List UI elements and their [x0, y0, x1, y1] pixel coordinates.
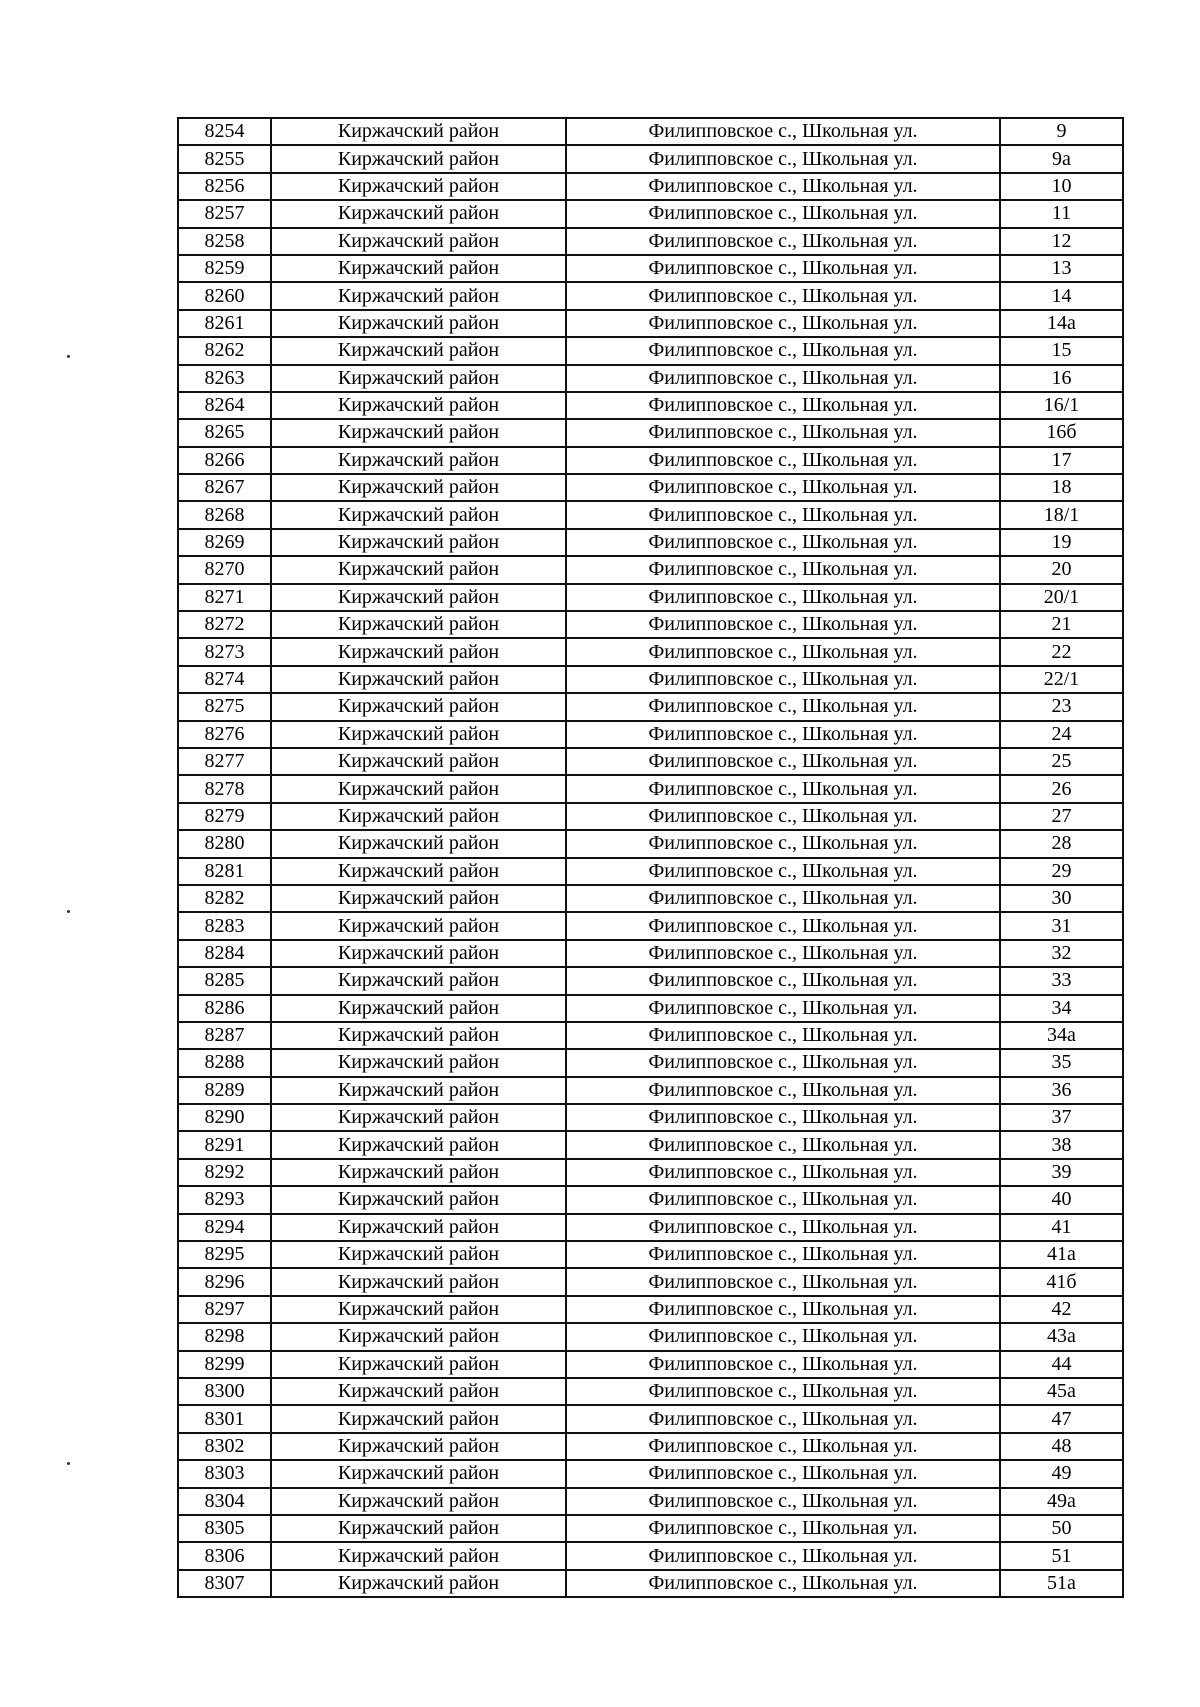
- district-cell: Киржачский район: [271, 1049, 566, 1076]
- street-address-cell: Филипповское с., Школьная ул.: [566, 940, 1000, 967]
- house-number-cell: 17: [1000, 447, 1123, 474]
- street-address-cell: Филипповское с., Школьная ул.: [566, 830, 1000, 857]
- record-number-cell: 8301: [178, 1405, 271, 1432]
- table-row: [178, 501, 1123, 528]
- record-number-cell: 8255: [178, 145, 271, 172]
- district-cell: Киржачский район: [271, 995, 566, 1022]
- house-number-cell: 40: [1000, 1186, 1123, 1213]
- street-address-cell: Филипповское с., Школьная ул.: [566, 721, 1000, 748]
- street-address-cell: Филипповское с., Школьная ул.: [566, 1186, 1000, 1213]
- record-number-cell: 8306: [178, 1542, 271, 1569]
- street-address-cell: Филипповское с., Школьная ул.: [566, 255, 1000, 282]
- address-table: [177, 117, 1124, 1598]
- street-address-cell: Филипповское с., Школьная ул.: [566, 1570, 1000, 1597]
- record-number-cell: 8267: [178, 474, 271, 501]
- record-number-cell: 8295: [178, 1241, 271, 1268]
- table-row: [178, 1214, 1123, 1241]
- table-row: [178, 337, 1123, 364]
- house-number-cell: 14: [1000, 282, 1123, 309]
- district-cell: Киржачский район: [271, 474, 566, 501]
- house-number-cell: 47: [1000, 1405, 1123, 1432]
- district-cell: Киржачский район: [271, 118, 566, 145]
- district-cell: Киржачский район: [271, 1405, 566, 1432]
- record-number-cell: 8307: [178, 1570, 271, 1597]
- record-number-cell: 8256: [178, 173, 271, 200]
- house-number-cell: 43а: [1000, 1323, 1123, 1350]
- record-number-cell: 8257: [178, 200, 271, 227]
- table-row: [178, 995, 1123, 1022]
- street-address-cell: Филипповское с., Школьная ул.: [566, 173, 1000, 200]
- district-cell: Киржачский район: [271, 748, 566, 775]
- table-row: [178, 282, 1123, 309]
- district-cell: Киржачский район: [271, 1214, 566, 1241]
- table-row: [178, 1488, 1123, 1515]
- table-row: [178, 803, 1123, 830]
- district-cell: Киржачский район: [271, 885, 566, 912]
- street-address-cell: Филипповское с., Школьная ул.: [566, 1542, 1000, 1569]
- house-number-cell: 9: [1000, 118, 1123, 145]
- house-number-cell: 22: [1000, 638, 1123, 665]
- district-cell: Киржачский район: [271, 830, 566, 857]
- house-number-cell: 16: [1000, 365, 1123, 392]
- house-number-cell: 11: [1000, 200, 1123, 227]
- street-address-cell: Филипповское с., Школьная ул.: [566, 501, 1000, 528]
- table-row: [178, 885, 1123, 912]
- house-number-cell: 48: [1000, 1433, 1123, 1460]
- house-number-cell: 30: [1000, 885, 1123, 912]
- street-address-cell: Филипповское с., Школьная ул.: [566, 1241, 1000, 1268]
- street-address-cell: Филипповское с., Школьная ул.: [566, 118, 1000, 145]
- district-cell: Киржачский район: [271, 940, 566, 967]
- record-number-cell: 8271: [178, 584, 271, 611]
- house-number-cell: 25: [1000, 748, 1123, 775]
- district-cell: Киржачский район: [271, 912, 566, 939]
- house-number-cell: 45а: [1000, 1378, 1123, 1405]
- table-row: [178, 611, 1123, 638]
- house-number-cell: 13: [1000, 255, 1123, 282]
- record-number-cell: 8275: [178, 693, 271, 720]
- record-number-cell: 8264: [178, 392, 271, 419]
- district-cell: Киржачский район: [271, 282, 566, 309]
- street-address-cell: Филипповское с., Школьная ул.: [566, 392, 1000, 419]
- street-address-cell: Филипповское с., Школьная ул.: [566, 474, 1000, 501]
- record-number-cell: 8268: [178, 501, 271, 528]
- table-row: [178, 365, 1123, 392]
- district-cell: Киржачский район: [271, 666, 566, 693]
- record-number-cell: 8296: [178, 1268, 271, 1295]
- table-row: [178, 228, 1123, 255]
- scan-speck: [67, 355, 70, 358]
- record-number-cell: 8293: [178, 1186, 271, 1213]
- district-cell: Киржачский район: [271, 556, 566, 583]
- record-number-cell: 8297: [178, 1296, 271, 1323]
- house-number-cell: 34: [1000, 995, 1123, 1022]
- district-cell: Киржачский район: [271, 1077, 566, 1104]
- record-number-cell: 8291: [178, 1131, 271, 1158]
- record-number-cell: 8281: [178, 858, 271, 885]
- street-address-cell: Филипповское с., Школьная ул.: [566, 803, 1000, 830]
- street-address-cell: Филипповское с., Школьная ул.: [566, 1268, 1000, 1295]
- street-address-cell: Филипповское с., Школьная ул.: [566, 228, 1000, 255]
- record-number-cell: 8300: [178, 1378, 271, 1405]
- street-address-cell: Филипповское с., Школьная ул.: [566, 145, 1000, 172]
- house-number-cell: 15: [1000, 337, 1123, 364]
- house-number-cell: 20: [1000, 556, 1123, 583]
- district-cell: Киржачский район: [271, 1515, 566, 1542]
- table-row: [178, 912, 1123, 939]
- record-number-cell: 8294: [178, 1214, 271, 1241]
- table-row: [178, 638, 1123, 665]
- table-row: [178, 830, 1123, 857]
- street-address-cell: Филипповское с., Школьная ул.: [566, 1405, 1000, 1432]
- district-cell: Киржачский район: [271, 1378, 566, 1405]
- district-cell: Киржачский район: [271, 1104, 566, 1131]
- record-number-cell: 8265: [178, 419, 271, 446]
- house-number-cell: 27: [1000, 803, 1123, 830]
- house-number-cell: 31: [1000, 912, 1123, 939]
- record-number-cell: 8298: [178, 1323, 271, 1350]
- table-row: [178, 1241, 1123, 1268]
- record-number-cell: 8289: [178, 1077, 271, 1104]
- table-row: [178, 1405, 1123, 1432]
- house-number-cell: 16/1: [1000, 392, 1123, 419]
- district-cell: Киржачский район: [271, 1296, 566, 1323]
- house-number-cell: 49а: [1000, 1488, 1123, 1515]
- address-table-body: [178, 118, 1123, 1597]
- table-row: [178, 1351, 1123, 1378]
- house-number-cell: 35: [1000, 1049, 1123, 1076]
- house-number-cell: 29: [1000, 858, 1123, 885]
- house-number-cell: 19: [1000, 529, 1123, 556]
- district-cell: Киржачский район: [271, 200, 566, 227]
- street-address-cell: Филипповское с., Школьная ул.: [566, 556, 1000, 583]
- house-number-cell: 10: [1000, 173, 1123, 200]
- record-number-cell: 8277: [178, 748, 271, 775]
- district-cell: Киржачский район: [271, 1022, 566, 1049]
- district-cell: Киржачский район: [271, 228, 566, 255]
- record-number-cell: 8280: [178, 830, 271, 857]
- district-cell: Киржачский район: [271, 310, 566, 337]
- street-address-cell: Филипповское с., Школьная ул.: [566, 885, 1000, 912]
- house-number-cell: 33: [1000, 967, 1123, 994]
- street-address-cell: Филипповское с., Школьная ул.: [566, 282, 1000, 309]
- street-address-cell: Филипповское с., Школьная ул.: [566, 529, 1000, 556]
- table-row: [178, 173, 1123, 200]
- table-row: [178, 1515, 1123, 1542]
- table-row: [178, 1077, 1123, 1104]
- street-address-cell: Филипповское с., Школьная ул.: [566, 638, 1000, 665]
- house-number-cell: 12: [1000, 228, 1123, 255]
- house-number-cell: 44: [1000, 1351, 1123, 1378]
- table-row: [178, 1022, 1123, 1049]
- street-address-cell: Филипповское с., Школьная ул.: [566, 775, 1000, 802]
- record-number-cell: 8259: [178, 255, 271, 282]
- table-row: [178, 1049, 1123, 1076]
- house-number-cell: 18: [1000, 474, 1123, 501]
- record-number-cell: 8283: [178, 912, 271, 939]
- district-cell: Киржачский район: [271, 1131, 566, 1158]
- house-number-cell: 14а: [1000, 310, 1123, 337]
- table-row: [178, 1159, 1123, 1186]
- table-row: [178, 1570, 1123, 1597]
- district-cell: Киржачский район: [271, 775, 566, 802]
- street-address-cell: Филипповское с., Школьная ул.: [566, 912, 1000, 939]
- district-cell: Киржачский район: [271, 1268, 566, 1295]
- house-number-cell: 20/1: [1000, 584, 1123, 611]
- district-cell: Киржачский район: [271, 858, 566, 885]
- district-cell: Киржачский район: [271, 611, 566, 638]
- street-address-cell: Филипповское с., Школьная ул.: [566, 310, 1000, 337]
- district-cell: Киржачский район: [271, 365, 566, 392]
- district-cell: Киржачский район: [271, 1351, 566, 1378]
- district-cell: Киржачский район: [271, 693, 566, 720]
- house-number-cell: 26: [1000, 775, 1123, 802]
- district-cell: Киржачский район: [271, 392, 566, 419]
- table-row: [178, 858, 1123, 885]
- scan-speck: [67, 1462, 70, 1465]
- district-cell: Киржачский район: [271, 967, 566, 994]
- table-row: [178, 1131, 1123, 1158]
- table-row: [178, 693, 1123, 720]
- district-cell: Киржачский район: [271, 1488, 566, 1515]
- district-cell: Киржачский район: [271, 1542, 566, 1569]
- street-address-cell: Филипповское с., Школьная ул.: [566, 748, 1000, 775]
- record-number-cell: 8269: [178, 529, 271, 556]
- record-number-cell: 8282: [178, 885, 271, 912]
- house-number-cell: 21: [1000, 611, 1123, 638]
- street-address-cell: Филипповское с., Школьная ул.: [566, 1460, 1000, 1487]
- scan-speck: [67, 910, 70, 913]
- street-address-cell: Филипповское с., Школьная ул.: [566, 1323, 1000, 1350]
- house-number-cell: 49: [1000, 1460, 1123, 1487]
- house-number-cell: 9а: [1000, 145, 1123, 172]
- street-address-cell: Филипповское с., Школьная ул.: [566, 858, 1000, 885]
- record-number-cell: 8287: [178, 1022, 271, 1049]
- house-number-cell: 37: [1000, 1104, 1123, 1131]
- district-cell: Киржачский район: [271, 255, 566, 282]
- record-number-cell: 8299: [178, 1351, 271, 1378]
- house-number-cell: 51а: [1000, 1570, 1123, 1597]
- street-address-cell: Филипповское с., Школьная ул.: [566, 1131, 1000, 1158]
- record-number-cell: 8285: [178, 967, 271, 994]
- district-cell: Киржачский район: [271, 419, 566, 446]
- street-address-cell: Филипповское с., Школьная ул.: [566, 1515, 1000, 1542]
- record-number-cell: 8266: [178, 447, 271, 474]
- district-cell: Киржачский район: [271, 145, 566, 172]
- house-number-cell: 38: [1000, 1131, 1123, 1158]
- table-row: [178, 1542, 1123, 1569]
- table-row: [178, 255, 1123, 282]
- table-row: [178, 666, 1123, 693]
- street-address-cell: Филипповское с., Школьная ул.: [566, 1433, 1000, 1460]
- record-number-cell: 8288: [178, 1049, 271, 1076]
- district-cell: Киржачский район: [271, 721, 566, 748]
- table-row: [178, 474, 1123, 501]
- street-address-cell: Филипповское с., Школьная ул.: [566, 693, 1000, 720]
- house-number-cell: 18/1: [1000, 501, 1123, 528]
- district-cell: Киржачский район: [271, 1460, 566, 1487]
- street-address-cell: Филипповское с., Школьная ул.: [566, 1214, 1000, 1241]
- record-number-cell: 8292: [178, 1159, 271, 1186]
- table-row: [178, 556, 1123, 583]
- house-number-cell: 28: [1000, 830, 1123, 857]
- house-number-cell: 42: [1000, 1296, 1123, 1323]
- record-number-cell: 8284: [178, 940, 271, 967]
- street-address-cell: Филипповское с., Школьная ул.: [566, 1022, 1000, 1049]
- record-number-cell: 8303: [178, 1460, 271, 1487]
- house-number-cell: 39: [1000, 1159, 1123, 1186]
- district-cell: Киржачский район: [271, 1241, 566, 1268]
- district-cell: Киржачский район: [271, 529, 566, 556]
- district-cell: Киржачский район: [271, 803, 566, 830]
- house-number-cell: 41б: [1000, 1268, 1123, 1295]
- district-cell: Киржачский район: [271, 337, 566, 364]
- table-row: [178, 1104, 1123, 1131]
- record-number-cell: 8274: [178, 666, 271, 693]
- street-address-cell: Филипповское с., Школьная ул.: [566, 967, 1000, 994]
- record-number-cell: 8254: [178, 118, 271, 145]
- district-cell: Киржачский район: [271, 1323, 566, 1350]
- record-number-cell: 8290: [178, 1104, 271, 1131]
- street-address-cell: Филипповское с., Школьная ул.: [566, 337, 1000, 364]
- table-row: [178, 584, 1123, 611]
- table-row: [178, 529, 1123, 556]
- record-number-cell: 8262: [178, 337, 271, 364]
- house-number-cell: 22/1: [1000, 666, 1123, 693]
- table-row: [178, 1268, 1123, 1295]
- street-address-cell: Филипповское с., Школьная ул.: [566, 1488, 1000, 1515]
- record-number-cell: 8263: [178, 365, 271, 392]
- street-address-cell: Филипповское с., Школьная ул.: [566, 1351, 1000, 1378]
- record-number-cell: 8270: [178, 556, 271, 583]
- table-row: [178, 775, 1123, 802]
- house-number-cell: 41: [1000, 1214, 1123, 1241]
- district-cell: Киржачский район: [271, 638, 566, 665]
- street-address-cell: Филипповское с., Школьная ул.: [566, 447, 1000, 474]
- record-number-cell: 8286: [178, 995, 271, 1022]
- record-number-cell: 8304: [178, 1488, 271, 1515]
- house-number-cell: 41а: [1000, 1241, 1123, 1268]
- table-row: [178, 419, 1123, 446]
- table-row: [178, 1186, 1123, 1213]
- table-row: [178, 721, 1123, 748]
- record-number-cell: 8279: [178, 803, 271, 830]
- house-number-cell: 36: [1000, 1077, 1123, 1104]
- district-cell: Киржачский район: [271, 447, 566, 474]
- table-row: [178, 967, 1123, 994]
- street-address-cell: Филипповское с., Школьная ул.: [566, 200, 1000, 227]
- table-row: [178, 1433, 1123, 1460]
- street-address-cell: Филипповское с., Школьная ул.: [566, 1077, 1000, 1104]
- street-address-cell: Филипповское с., Школьная ул.: [566, 365, 1000, 392]
- table-row: [178, 748, 1123, 775]
- house-number-cell: 16б: [1000, 419, 1123, 446]
- record-number-cell: 8261: [178, 310, 271, 337]
- table-row: [178, 940, 1123, 967]
- record-number-cell: 8278: [178, 775, 271, 802]
- district-cell: Киржачский район: [271, 584, 566, 611]
- table-row: [178, 310, 1123, 337]
- record-number-cell: 8260: [178, 282, 271, 309]
- record-number-cell: 8276: [178, 721, 271, 748]
- district-cell: Киржачский район: [271, 173, 566, 200]
- record-number-cell: 8273: [178, 638, 271, 665]
- table-row: [178, 1323, 1123, 1350]
- record-number-cell: 8272: [178, 611, 271, 638]
- record-number-cell: 8302: [178, 1433, 271, 1460]
- street-address-cell: Филипповское с., Школьная ул.: [566, 1296, 1000, 1323]
- house-number-cell: 23: [1000, 693, 1123, 720]
- district-cell: Киржачский район: [271, 1433, 566, 1460]
- district-cell: Киржачский район: [271, 1570, 566, 1597]
- street-address-cell: Филипповское с., Школьная ул.: [566, 666, 1000, 693]
- table-row: [178, 145, 1123, 172]
- street-address-cell: Филипповское с., Школьная ул.: [566, 419, 1000, 446]
- table-row: [178, 118, 1123, 145]
- table-row: [178, 447, 1123, 474]
- street-address-cell: Филипповское с., Школьная ул.: [566, 995, 1000, 1022]
- record-number-cell: 8258: [178, 228, 271, 255]
- district-cell: Киржачский район: [271, 501, 566, 528]
- house-number-cell: 34а: [1000, 1022, 1123, 1049]
- house-number-cell: 50: [1000, 1515, 1123, 1542]
- table-row: [178, 1296, 1123, 1323]
- street-address-cell: Филипповское с., Школьная ул.: [566, 611, 1000, 638]
- record-number-cell: 8305: [178, 1515, 271, 1542]
- table-row: [178, 1378, 1123, 1405]
- table-row: [178, 392, 1123, 419]
- district-cell: Киржачский район: [271, 1159, 566, 1186]
- street-address-cell: Филипповское с., Школьная ул.: [566, 1104, 1000, 1131]
- street-address-cell: Филипповское с., Школьная ул.: [566, 584, 1000, 611]
- table-row: [178, 200, 1123, 227]
- district-cell: Киржачский район: [271, 1186, 566, 1213]
- house-number-cell: 32: [1000, 940, 1123, 967]
- table-row: [178, 1460, 1123, 1487]
- house-number-cell: 24: [1000, 721, 1123, 748]
- street-address-cell: Филипповское с., Школьная ул.: [566, 1159, 1000, 1186]
- street-address-cell: Филипповское с., Школьная ул.: [566, 1378, 1000, 1405]
- house-number-cell: 51: [1000, 1542, 1123, 1569]
- street-address-cell: Филипповское с., Школьная ул.: [566, 1049, 1000, 1076]
